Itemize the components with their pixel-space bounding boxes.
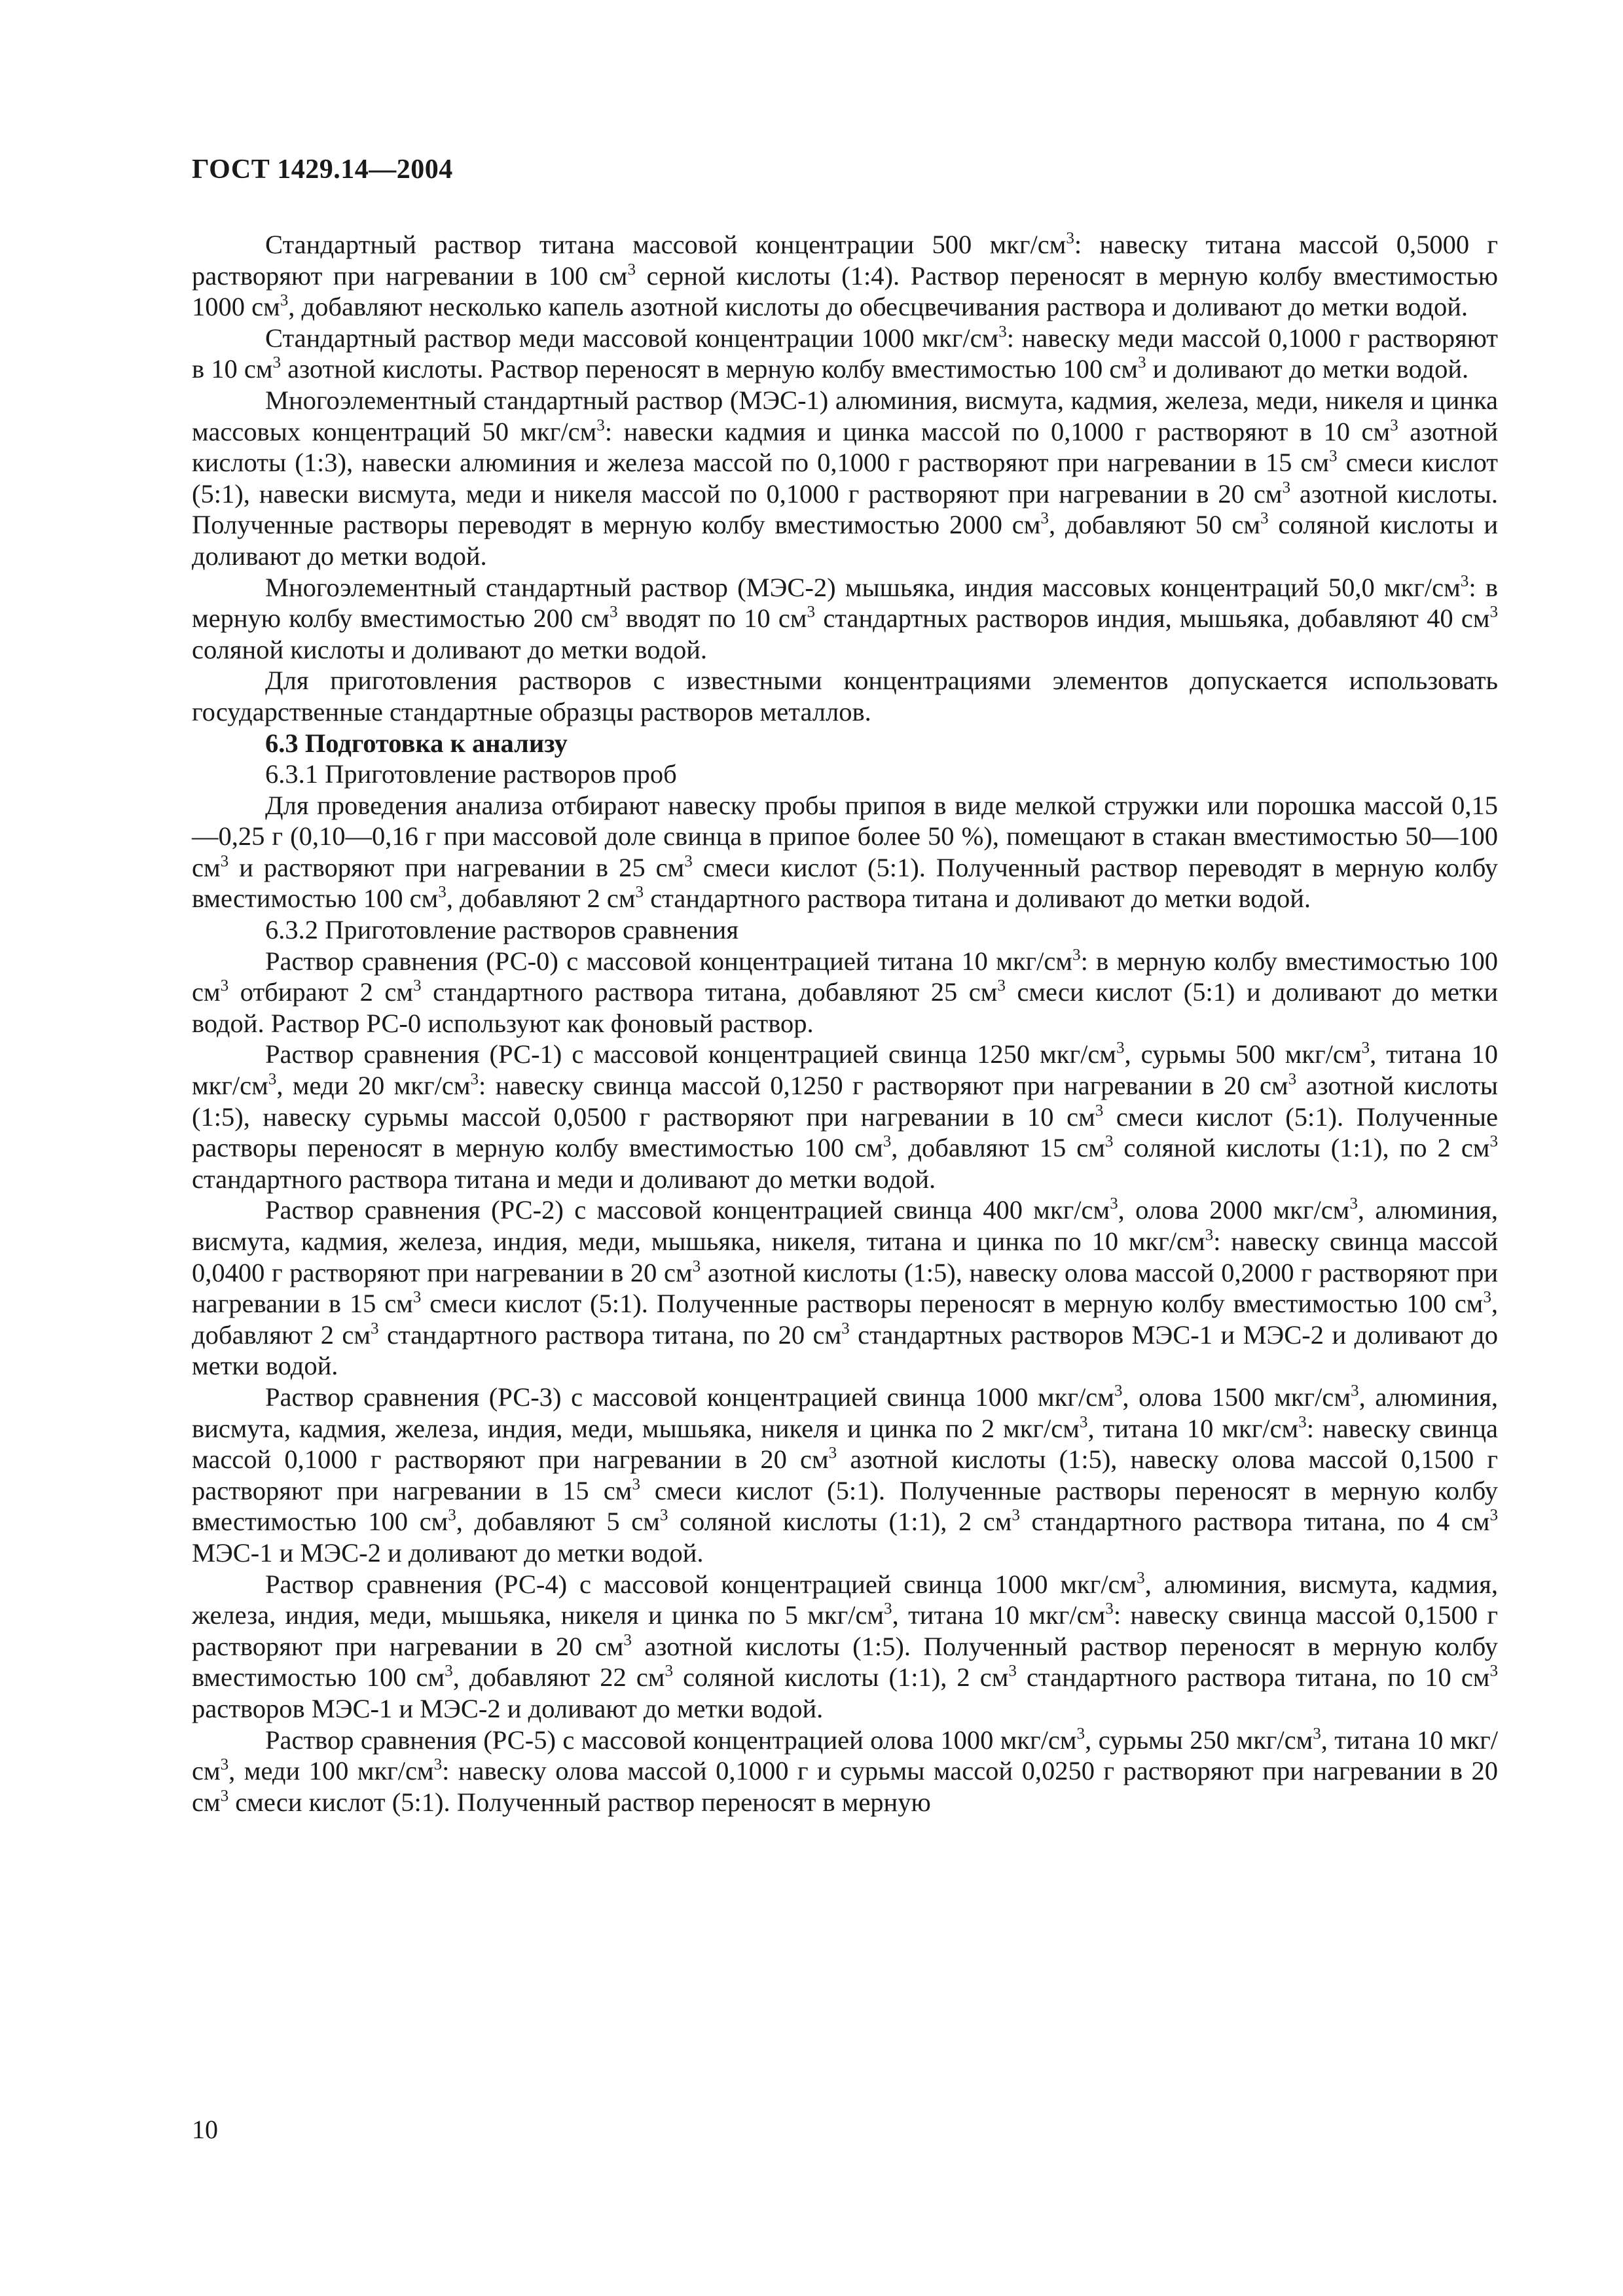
paragraph: Для приготовления растворов с известными концентрациями элементов допускается использовать государственные стандартные образцы растворов металлов. — [192, 666, 1498, 726]
document-header: ГОСТ 1429.14—2004 — [192, 154, 453, 185]
paragraph: Раствор сравнения (РС-0) с массовой концентрацией титана 10 мкг/$см^3$: в мерную колбу вместимостью 100 $см^3$ отбирают 2 $см^3$ стандартного раствора титана, добавляют 25 $см^3$ смеси кислот (5:1) и доливают до метки водой. Раствор РС-0 используют как фоновый раствор. — [192, 946, 1498, 1038]
paragraph: Раствор сравнения (РС-3) с массовой концентрацией свинца 1000 мкг/$см^3$, олова 1500 мкг/$см^3$, алюминия, висмута, кадмия, железа, индия, меди, мышьяка, никеля и цинка по 2 мкг/$см^3$, титана 10 мкг/$см^3$: навеску свинца массой 0,1000 г растворяют при нагревании в 20 $см^3$ азотной кислоты (1:5), навеску олова массой 0,1500 г растворяют при нагревании в 15 $см^3$ смеси кислот (5:1). Полученные растворы переносят в мерную колбу вместимостью 100 $см^3$, добавляют 5 $см^3$ соляной кислоты (1:1), 2 $см^3$ стандартного раствора титана, по 4 $см^3$ МЭС-1 и МЭС-2 и доливают до метки водой. — [192, 1382, 1499, 1568]
paragraph: 6.3.2 Приготовление растворов сравнения — [265, 915, 739, 945]
paragraph: Многоэлементный стандартный раствор (МЭС-1) алюминия, висмута, кадмия, железа, меди, никеля и цинка массовых концентраций 50 мкг/$см^3$: навески кадмия и цинка массой по 0,1000 г растворяют в 10 $см^3$ азотной кислоты (1:3), навески алюминия и железа массой по 0,1000 г растворяют при нагревании в 15 $см^3$ смеси кислот (5:1), навески висмута, меди и никеля массой по 0,1000 г растворяют при нагревании в 20 $см^3$ азотной кислоты. Полученные растворы переводят в мерную колбу вместимостью 2000 $см^3$, добавляют 50 $см^3$ соляной кислоты и доливают до метки водой. — [192, 385, 1498, 571]
page-number: 10 — [192, 2115, 218, 2144]
paragraph: Для проведения анализа отбирают навеску пробы припоя в виде мелкой стружки или порошка массой 0,15—0,25 г (0,10—0,16 г при массовой доле свинца в припое более 50 %), помещают в стакан вместимостью 50—100 $см^3$ и растворяют при нагревании в 25 $см^3$ смеси кислот (5:1). Полученный раствор переводят в мерную колбу вместимостью 100 $см^3$, добавляют 2 $см^3$ стандартного раствора титана и доливают до метки водой. — [192, 790, 1499, 914]
paragraph: 6.3.1 Приготовление растворов проб — [265, 759, 677, 789]
document-body — [192, 229, 1498, 1818]
paragraph: Раствор сравнения (РС-4) с массовой концентрацией свинца 1000 мкг/$см^3$, алюминия, висмута, кадмия, железа, индия, меди, мышьяка, никеля и цинка по 5 мкг/$см^3$, титана 10 мкг/$см^3$: навеску свинца массой 0,1500 г растворяют при нагревании в 20 $см^3$ азотной кислоты (1:5). Полученный раствор переносят в мерную колбу вместимостью 100 $см^3$, добавляют 22 $см^3$ соляной кислоты (1:1), 2 $см^3$ стандартного раствора титана, по 10 $см^3$ растворов МЭС-1 и МЭС-2 и доливают до метки водой. — [192, 1568, 1498, 1723]
paragraph: Раствор сравнения (РС-2) с массовой концентрацией свинца 400 мкг/$см^3$, олова 2000 мкг/$см^3$, алюминия, висмута, кадмия, железа, индия, меди, мышьяка, никеля, титана и цинка по 10 мкг/$см^3$: навеску свинца массой 0,0400 г растворяют при нагревании в 20 $см^3$ азотной кислоты (1:5), навеску олова массой 0,2000 г растворяют при нагревании в 15 $см^3$ смеси кислот (5:1). Полученные растворы переносят в мерную колбу вместимостью 100 $см^3$, добавляют 2 $см^3$ стандартного раствора титана, по 20 $см^3$ стандартных растворов МЭС-1 и МЭС-2 и доливают до метки водой. — [192, 1194, 1499, 1381]
section-heading: 6.3 Подготовка к анализу — [265, 728, 568, 758]
paragraph: Раствор сравнения (РС-5) с массовой концентрацией олова 1000 мкг/$см^3$, сурьмы 250 мкг/$см^3$, титана 10 мкг/$см^3$, меди 100 мкг/$см^3$: навеску олова массой 0,1000 г и сурьмы массой 0,0250 г растворяют при нагревании в 20 $см^3$ смеси кислот (5:1). Полученный раствор переносят в мерную — [192, 1724, 1498, 1817]
paragraph: Раствор сравнения (РС-1) с массовой концентрацией свинца 1250 мкг/$см^3$, сурьмы 500 мкг/$см^3$, титана 10 мкг/$см^3$, меди 20 мкг/$см^3$: навеску свинца массой 0,1250 г растворяют при нагревании в 20 $см^3$ азотной кислоты (1:5), навеску сурьмы массой 0,0500 г растворяют при нагревании в 10 $см^3$ смеси кислот (5:1). Полученные растворы переносят в мерную колбу вместимостью 100 $см^3$, добавляют 15 $см^3$ соляной кислоты (1:1), по 2 $см^3$ стандартного раствора титана и меди и доливают до метки водой. — [192, 1039, 1498, 1194]
paragraph: Стандартный раствор титана массовой концентрации 500 мкг/$см^3$: навеску титана массой 0,5000 г растворяют при нагревании в 100 $см^3$ серной кислоты (1:4). Раствор переносят в мерную колбу вместимостью 1000 $см^3$, добавляют несколько капель азотной кислоты до обесцвечивания раствора и доливают до метки водой. — [192, 229, 1499, 322]
paragraph: Многоэлементный стандартный раствор (МЭС-2) мышьяка, индия массовых концентраций 50,0 мкг/$см^3$: в мерную колбу вместимостью 200 $см^3$ вводят по 10 $см^3$ стандартных растворов индия, мышьяка, добавляют 40 $см^3$ соляной кислоты и доливают до метки водой. — [192, 571, 1499, 664]
paragraph: Стандартный раствор меди массовой концентрации 1000 мкг/$см^3$: навеску меди массой 0,1000 г растворяют в 10 $см^3$ азотной кислоты. Раствор переносят в мерную колбу вместимостью 100 $см^3$ и доливают до метки водой. — [192, 323, 1499, 384]
